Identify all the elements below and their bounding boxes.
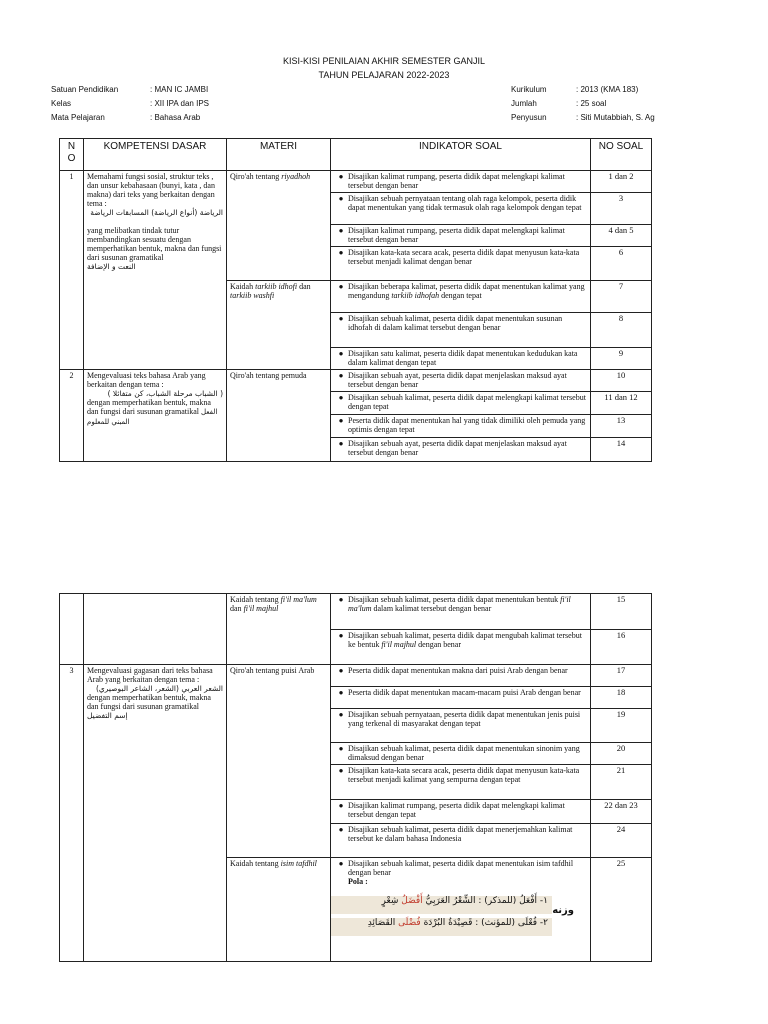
indikator-text: dengan tepat	[439, 291, 482, 300]
table-header-row	[60, 139, 652, 171]
bullet-icon: ●	[338, 416, 344, 425]
indikator-cell	[331, 348, 591, 370]
indikator-text: Disajikan sebuah pernyataan, peserta didik dapat menentukan jenis puisi yang terkenal di masyarakat dengan tepat	[348, 710, 581, 728]
kd-cell	[84, 171, 227, 370]
soal-number: 11 dan 12	[591, 392, 652, 415]
materi-text: dan	[297, 282, 311, 291]
indikator-cell	[331, 370, 591, 392]
kd-cell	[84, 665, 227, 962]
indikator-text: Disajikan sebuah kalimat, peserta didik dapat menentukan bentuk	[348, 595, 561, 604]
bullet-icon: ●	[338, 666, 344, 675]
indikator-cell	[331, 313, 591, 348]
table-row	[60, 171, 652, 193]
kd-arabic-grammar: النعت و الإضافة	[87, 262, 136, 271]
pola-wazn: وزنه	[552, 905, 574, 916]
bullet-icon: ●	[338, 393, 344, 402]
materi-cell	[227, 281, 331, 370]
indikator-cell	[331, 225, 591, 247]
bullet-icon: ●	[338, 194, 344, 203]
materi-term: fi'il ma'lum	[280, 595, 317, 604]
meta-label-penyusun: Penyusun	[511, 113, 547, 122]
kd-text-gramatikal: dengan memperhatikan bentuk, makna dan fungsi dari susunan gramatikal	[87, 398, 211, 416]
soal-number: 25	[591, 858, 652, 962]
kd-number: 3	[60, 665, 84, 962]
soal-number: 22 dan 23	[591, 800, 652, 824]
table-row	[60, 594, 652, 630]
kd-arabic-theme: ( الشباب مرحلة الشباب، كن متفائلا )	[107, 389, 223, 398]
materi-term: tarkiib idhofi	[255, 282, 298, 291]
pola-line-muannats: ٢- فُعْلَى (للمؤنث) : قَصِيْدَةُ البُرْدَة فُضْلَى القَصَائِدِ	[367, 918, 548, 928]
kd-text: Memahami fungsi sosial, struktur teks , dan unsur kebahasaan (bunyi, kata , dan makna) dari teks yang berkaitan dengan tema :	[87, 172, 215, 208]
materi-cell	[227, 665, 331, 858]
kd-number-empty	[60, 594, 84, 665]
soal-number: 4 dan 5	[591, 225, 652, 247]
soal-number: 16	[591, 630, 652, 665]
materi-cell	[227, 370, 331, 462]
indikator-cell	[331, 415, 591, 438]
indikator-cell	[331, 687, 591, 709]
kd-number: 1	[60, 171, 84, 370]
indikator-cell	[331, 743, 591, 765]
indikator-text: Peserta didik dapat menentukan hal yang tidak dimiliki oleh pemuda yang optimis dengan tepat	[348, 416, 586, 434]
bullet-icon: ●	[338, 859, 344, 868]
kd-text: Mengevaluasi gagasan dari teks bahasa Arab yang berkaitan dengan tema :	[87, 666, 213, 684]
soal-number: 6	[591, 247, 652, 281]
indikator-cell	[331, 765, 591, 800]
materi-text: Qiro'ah tentang	[230, 371, 282, 380]
materi-term: fi'il majhul	[243, 604, 279, 613]
indikator-text: Disajikan satu kalimat, peserta didik dapat menentukan kedudukan kata dalam kalimat dengan tepat	[348, 349, 578, 367]
soal-number: 15	[591, 594, 652, 630]
soal-number: 1 dan 2	[591, 171, 652, 193]
materi-term: Arab	[298, 666, 315, 675]
column-header-materi: MATERI	[227, 139, 331, 171]
table-row	[60, 370, 652, 392]
kisi-kisi-table-page-2	[59, 593, 652, 962]
materi-text: dan	[230, 604, 244, 613]
soal-number: 8	[591, 313, 652, 348]
indikator-cell	[331, 709, 591, 743]
soal-number: 7	[591, 281, 652, 313]
indikator-text: Disajikan sebuah kalimat, peserta didik dapat menentukan sinonim yang dimaksud dengan benar	[348, 744, 580, 762]
materi-term: isim tafdhil	[280, 859, 317, 868]
soal-number: 24	[591, 824, 652, 858]
materi-term: tarkiib washfi	[230, 291, 275, 300]
document-title: KISI-KISI PENILAIAN AKHIR SEMESTER GANJIL	[282, 56, 486, 66]
kd-cell-empty	[84, 594, 227, 665]
indikator-text: Peserta didik dapat menentukan macam-macam puisi Arab dengan benar	[348, 688, 581, 697]
meta-label-kelas: Kelas	[51, 99, 72, 108]
column-header-kd: KOMPETENSI DASAR	[84, 139, 227, 171]
column-header-no-soal: NO SOAL	[591, 139, 652, 171]
bullet-icon: ●	[338, 595, 344, 604]
indikator-text: Peserta didik dapat menentukan makna dari puisi Arab dengan benar	[348, 666, 568, 675]
meta-value-kurikulum: : 2013 (KMA 183)	[576, 85, 639, 94]
bullet-icon: ●	[338, 688, 344, 697]
meta-value-jumlah: : 25 soal	[576, 99, 607, 108]
indikator-text: Disajikan sebuah kalimat, peserta didik dapat mengubah kalimat tersebut ke bentuk	[348, 631, 582, 649]
indikator-term: fi'il ma'lum	[348, 595, 571, 613]
bullet-icon: ●	[338, 371, 344, 380]
bullet-icon: ●	[338, 226, 344, 235]
soal-number: 14	[591, 438, 652, 462]
soal-number: 19	[591, 709, 652, 743]
pola-example-image	[331, 892, 577, 938]
indikator-cell	[331, 630, 591, 665]
materi-text: Qiro'ah tentang	[230, 172, 282, 181]
indikator-text: Disajikan kata-kata secara acak, peserta didik dapat menyusun kata-kata tersebut menjadi kalimat dengan benar	[348, 248, 580, 266]
materi-text: Kaidah tentang	[230, 859, 281, 868]
kd-arabic-grammar: إسم التفضيل	[87, 711, 128, 720]
indikator-text: Disajikan kalimat rumpang, peserta didik dapat melengkapi kalimat tersebut dengan benar	[348, 226, 565, 244]
bullet-icon: ●	[338, 710, 344, 719]
indikator-term: fi'il majhul	[381, 640, 417, 649]
pola-label: Pola :	[348, 877, 368, 886]
meta-value-mapel: : Bahasa Arab	[150, 113, 201, 122]
indikator-cell	[331, 858, 591, 962]
indikator-text: Disajikan sebuah kalimat, peserta didik dapat menerjemahkan kalimat tersebut ke dalam bahasa Indonesia	[348, 825, 573, 843]
indikator-cell	[331, 247, 591, 281]
indikator-text: Disajikan sebuah ayat, peserta didik dapat menjelaskan maksud ayat tersebut dengan benar	[348, 371, 567, 389]
indikator-text: Disajikan kalimat rumpang, peserta didik dapat melengkapi kalimat tersebut dengan benar	[348, 172, 565, 190]
soal-number: 18	[591, 687, 652, 709]
bullet-icon: ●	[338, 248, 344, 257]
soal-number: 3	[591, 193, 652, 225]
pola-line-mudzakkar: ١- أَفْعَلُ (للمذكر) : الشِّعْرُ العَرَبِيُّ أَفْضَلُ شِعْرٍ	[381, 896, 548, 906]
soal-number: 9	[591, 348, 652, 370]
materi-term: riyadhoh	[281, 172, 311, 181]
materi-text: Kaidah tentang	[230, 595, 281, 604]
bullet-icon: ●	[338, 744, 344, 753]
indikator-text: Disajikan sebuah ayat, peserta didik dapat menjelaskan maksud ayat tersebut dengan benar	[348, 439, 567, 457]
meta-label-satuan: Satuan Pendidikan	[51, 85, 119, 94]
indikator-cell	[331, 281, 591, 313]
indikator-text: Disajikan sebuah kalimat, peserta didik dapat menentukan susunan idhofah di dalam kalimat tersebut dengan benar	[348, 314, 563, 332]
materi-cell	[227, 171, 331, 281]
bullet-icon: ●	[338, 825, 344, 834]
indikator-text: Disajikan beberapa kalimat, peserta didik dapat menentukan kalimat yang mengandung	[348, 282, 585, 300]
bullet-icon: ●	[338, 349, 344, 358]
kisi-kisi-table-page-1	[59, 138, 652, 462]
bullet-icon: ●	[338, 314, 344, 323]
indikator-term: tarkiib idhofah	[391, 291, 440, 300]
indikator-cell	[331, 193, 591, 225]
indikator-cell	[331, 438, 591, 462]
bullet-icon: ●	[338, 282, 344, 291]
indikator-text: Disajikan kata-kata secara acak, peserta didik dapat menyusun kata-kata tersebut menjadi kalimat yang sempurna dengan tepat	[348, 766, 580, 784]
indikator-cell	[331, 665, 591, 687]
indikator-text: Disajikan sebuah kalimat, peserta didik dapat menentukan isim tafdhil dengan benar	[348, 859, 574, 877]
table-row	[60, 665, 652, 687]
indikator-cell	[331, 171, 591, 193]
kd-arabic-grammar: الفعل المبني للمعلوم	[87, 408, 218, 426]
indikator-text: Disajikan sebuah pernyataan tentang olah raga kelompok, peserta didik dapat menentukan yang tidak termasuk olah raga kelompok dengan tepat	[348, 194, 582, 212]
indikator-cell	[331, 594, 591, 630]
bullet-icon: ●	[338, 801, 344, 810]
soal-number: 10	[591, 370, 652, 392]
materi-cell	[227, 594, 331, 665]
indikator-text: dengan benar	[416, 640, 462, 649]
meta-label-mapel: Mata Pelajaran	[51, 113, 105, 122]
kd-arabic-theme: الشعر العربي (الشعر، الشاعر البوصيري)	[95, 684, 223, 693]
column-header-indikator: INDIKATOR SOAL	[331, 139, 591, 171]
soal-number: 13	[591, 415, 652, 438]
indikator-cell	[331, 824, 591, 858]
meta-value-penyusun: : Siti Mutabbiah, S. Ag	[576, 113, 655, 122]
indikator-cell	[331, 392, 591, 415]
meta-label-kurikulum: Kurikulum	[511, 85, 547, 94]
soal-number: 17	[591, 665, 652, 687]
bullet-icon: ●	[338, 439, 344, 448]
materi-term: pemuda	[281, 371, 307, 380]
materi-text: Kaidah	[230, 282, 256, 291]
meta-value-kelas: : XII IPA dan IPS	[150, 99, 209, 108]
indikator-text: Disajikan sebuah kalimat, peserta didik dapat melengkapi kalimat tersebut dengan tepat	[348, 393, 586, 411]
soal-number: 20	[591, 743, 652, 765]
column-header-no: N O	[60, 139, 84, 171]
bullet-icon: ●	[338, 766, 344, 775]
kd-text-gramatikal: yang melibatkan tindak tutur membandingkan sesuatu dengan memperhatikan bentuk, makna dan fungsi dari susunan gramatikal	[87, 226, 222, 262]
soal-number: 21	[591, 765, 652, 800]
indikator-text: Disajikan kalimat rumpang, peserta didik dapat melengkapi kalimat tersebut dengan tepat	[348, 801, 565, 819]
indikator-text: dalam kalimat tersebut dengan benar	[371, 604, 492, 613]
kd-arabic-theme: الرياضة (أنواع الرياضة) المسابقات الرياضة	[90, 208, 223, 217]
materi-text: Qiro'ah tentang puisi	[230, 666, 299, 675]
bullet-icon: ●	[338, 172, 344, 181]
kd-number: 2	[60, 370, 84, 462]
meta-value-satuan: : MAN IC JAMBI	[150, 85, 209, 94]
bullet-icon: ●	[338, 631, 344, 640]
kd-text: Mengevaluasi teks bahasa Arab yang berkaitan dengan tema :	[87, 371, 206, 389]
document-subtitle: TAHUN PELAJARAN 2022-2023	[318, 70, 450, 80]
meta-label-jumlah: Jumlah	[511, 99, 537, 108]
kd-text-gramatikal: dengan memperhatikan bentuk, makna dan fungsi dari susunan gramatikal	[87, 693, 211, 711]
materi-cell	[227, 858, 331, 962]
indikator-cell	[331, 800, 591, 824]
kd-cell	[84, 370, 227, 462]
